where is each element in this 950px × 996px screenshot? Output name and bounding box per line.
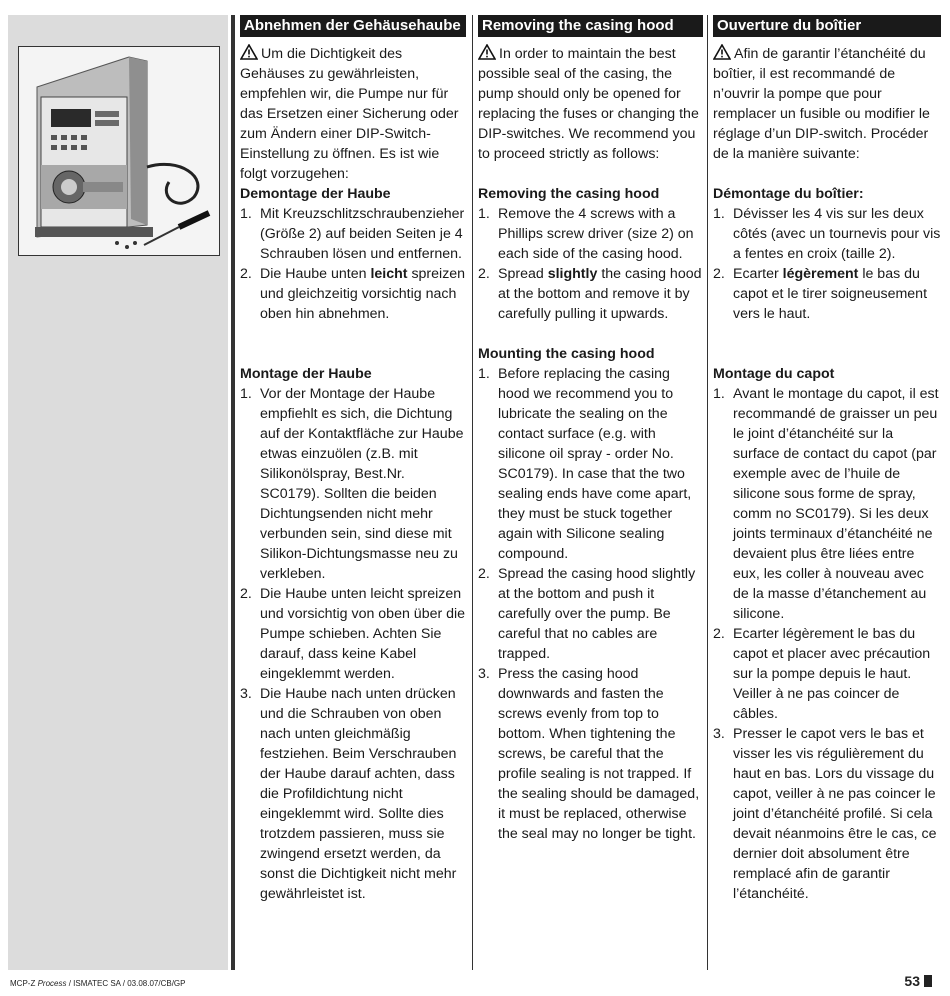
section-title: Démontage du boîtier: xyxy=(713,186,864,202)
steps-list xyxy=(240,384,466,904)
column-divider-1 xyxy=(231,15,235,970)
list-item: 2. Ecarter légèrement le bas du capot et le tirer soigneusement vers le haut. xyxy=(713,266,928,322)
steps-list xyxy=(478,204,703,324)
list-item: 1. Vor der Montage der Haube empfiehlt es sich, die Dichtung auf der Kontaktfläche zur Haube etwas einzuölen (z.B. mit Silikonölspray, Best.Nr. SC0179). Sollten die beiden Dichtungsenden nicht mehr verbunden sein, sind diese mit Silikon-Dichtungsmasse neu zu verkleben. xyxy=(240,386,464,582)
list-item: 1. Remove the 4 screws with a Phillips screw driver (size 2) on each side of the casing hood. xyxy=(478,206,694,262)
warning-icon xyxy=(240,44,258,60)
column-header: Removing the casing hood xyxy=(478,15,703,37)
intro-paragraph: In order to maintain the best possible seal of the casing, the pump should only be opened for replacing the fuses or changing the DIP-switches. We recommend you to proceed strictly as follows: xyxy=(478,46,699,162)
warning-icon xyxy=(478,44,496,60)
steps-list xyxy=(713,384,941,904)
column-english xyxy=(478,15,703,844)
list-item: 1. Mit Kreuzschlitzschraubenzieher (Größe 2) auf beiden Seiten je 4 Schrauben lösen und entfernen. xyxy=(240,206,465,262)
column-french xyxy=(713,15,941,904)
list-item: 3. Press the casing hood downwards and fasten the screws evenly from top to bottom. When tightening the screws, be careful that the profile sealing is not trapped. If the sealing should be damaged, it must be replaced, otherwise the seal may no longer be tight. xyxy=(478,666,700,842)
steps-list xyxy=(478,364,703,844)
footer-info: MCP-Z Process / ISMATEC SA / 03.08.07/CB/GP xyxy=(10,979,186,988)
section-title: Mounting the casing hood xyxy=(478,346,655,362)
column-header: Abnehmen der Gehäusehaube xyxy=(240,15,466,37)
page-marker-icon xyxy=(924,975,932,987)
pump-illustration xyxy=(19,47,219,255)
steps-list xyxy=(713,204,941,324)
list-item: 3. Presser le capot vers le bas et visser les vis régulièrement du haut en bas. Lors du vissage du capot, veiller à ne pas coincer le joint d’étanchéité profilé. Si cela devait néanmoins être le cas, ce dernier doit absolument être remplacé afin de garantir l’étanchéité. xyxy=(713,726,937,902)
list-item: 3. Die Haube nach unten drücken und die Schrauben von oben nach unten gleichmäßig festziehen. Beim Verschrauben der Haube darauf achten, dass die Profildichtung nicht eingeklemmt wird. Sollte dies trotzdem passieren, muss sie zwingend ersetzt werden, da sonst die Dichtigkeit nicht mehr gewährleistet ist. xyxy=(240,686,457,902)
list-item: 2. Die Haube unten leicht spreizen und vorsichtig von oben über die Pumpe schieben. Achten Sie darauf, dass keine Kabel eingeklemmt werden. xyxy=(240,586,466,682)
intro-paragraph: Afin de garantir l’étanchéité du boîtier, il est recommandé de n’ouvrir la pompe que pour remplacer un fusible ou modifier le réglage d’un DIP-switch. Procéder de la manière suivante: xyxy=(713,46,930,162)
list-item: 2. Die Haube unten leicht spreizen und gleichzeitig vorsichtig nach oben hin abnehmen. xyxy=(240,266,466,322)
list-item: 2. Ecarter légèrement le bas du capot et placer avec précaution sur la pompe depuis le haut. Veiller à ne pas coincer de câbles. xyxy=(713,626,931,722)
list-item: 2. Spread the casing hood slightly at the bottom and push it carefully over the pump. Be careful that no cables are trapped. xyxy=(478,566,696,662)
list-item: 2. Spread slightly the casing hood at the bottom and remove it by carefully pulling it upwards. xyxy=(478,266,702,322)
column-header: Ouverture du boîtier xyxy=(713,15,941,37)
list-item: 1. Dévisser les 4 vis sur les deux côtés (avec un tournevis pour vis a fentes en croix (taille 2). xyxy=(713,206,941,262)
pump-photo xyxy=(18,46,220,256)
list-item: 1. Avant le montage du capot, il est recommandé de graisser un peu le joint d’étanchéité sur la surface de contact du capot (par exemple avec de l’huile de silicone sous forme de spray, comm no SC0179). Si les deux joints terminaux d’étanchéité ne devaient plus être liées entre eux, les coller à nouveau avec de la masse d’étanchement au silicone. xyxy=(713,386,939,622)
steps-list xyxy=(240,204,466,324)
list-item: 1. Before replacing the casing hood we recommend you to lubricate the sealing on the contact surface (e.g. with silicone oil spray - order No. SC0179). In case that the two sealing ends have come apart, they must be stuck together again with Silicone sealing compound. xyxy=(478,366,692,562)
section-title: Montage du capot xyxy=(713,366,835,382)
section-title: Montage der Haube xyxy=(240,366,372,382)
column-german xyxy=(240,15,466,904)
column-divider-3 xyxy=(707,15,708,970)
section-title: Demontage der Haube xyxy=(240,186,391,202)
warning-icon xyxy=(713,44,731,60)
intro-paragraph: Um die Dichtigkeit des Gehäuses zu gewährleisten, empfehlen wir, die Pumpe nur für das Ersetzen einer Sicherung oder zum Ändern einer DIP-Switch-Einstellung zu öffnen. Es ist wie folgt vorzugehen: xyxy=(240,46,459,182)
section-title: Removing the casing hood xyxy=(478,186,660,202)
column-divider-2 xyxy=(472,15,473,970)
page-number: 53 xyxy=(904,973,932,989)
